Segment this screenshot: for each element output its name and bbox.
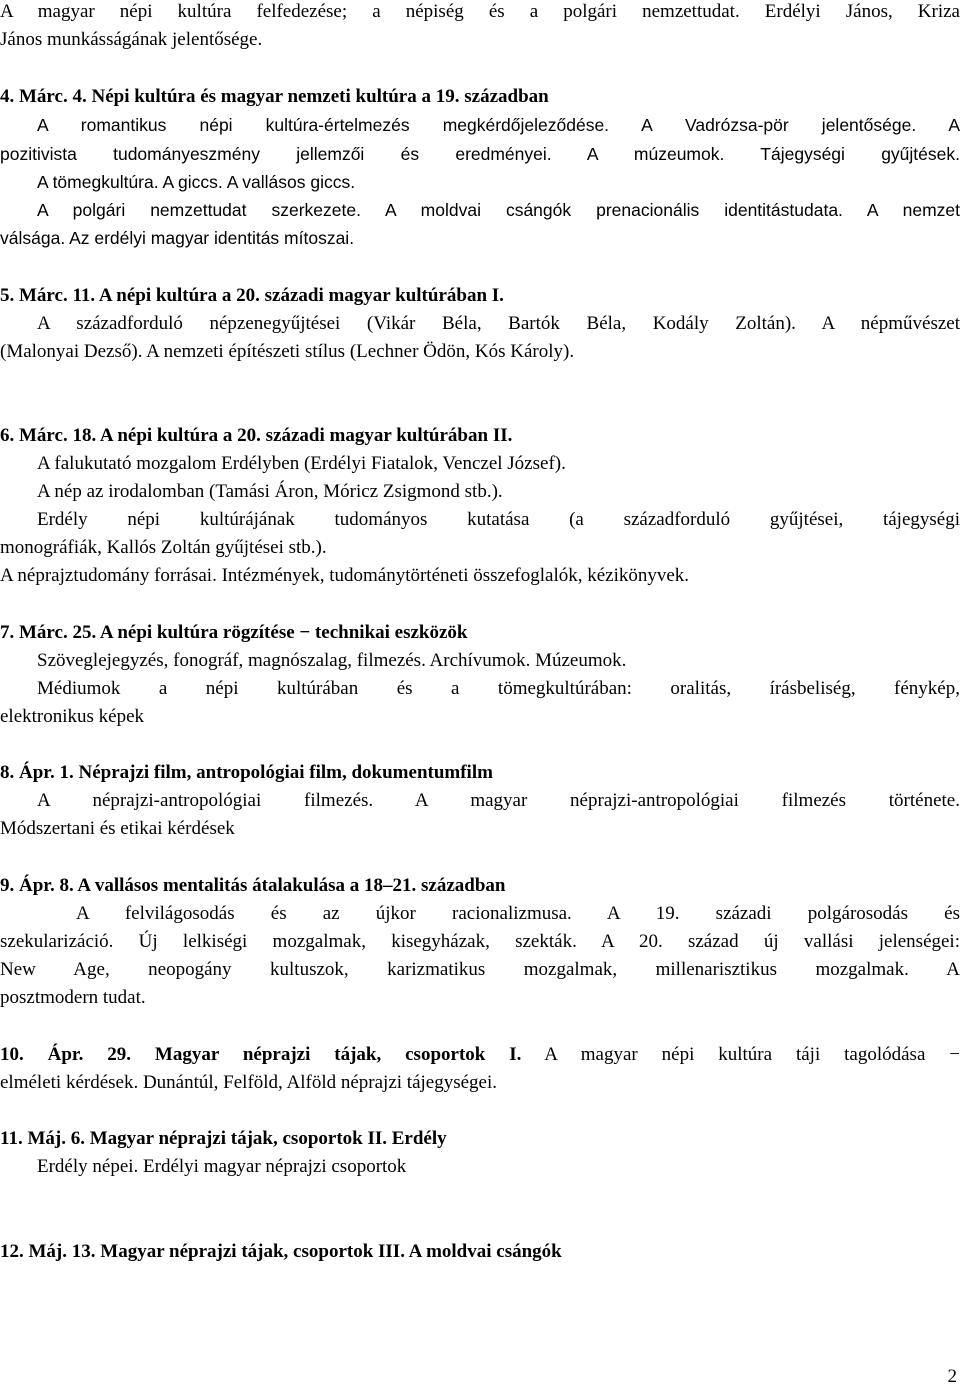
section-line: A polgári nemzettudat szerkezete. A moldvai csángók prenacionális identitástudata. A nemzet — [37, 200, 960, 220]
section-line: Erdély népei. Erdélyi magyar néprajzi csoportok — [37, 1156, 407, 1177]
section-line: A romantikus népi kultúra-értelmezés megkérdőjeleződése. A Vadrózsa-pör jelentősége. A — [37, 115, 960, 135]
section-line: válsága. Az erdélyi magyar identitás mítoszai. — [0, 228, 355, 248]
section-line: A néprajzi-antropológiai filmezés. A magyar néprajzi-antropológiai filmezés története. — [37, 790, 960, 811]
section-line: Módszertani és etikai kérdések — [0, 818, 235, 839]
section-line: szekularizáció. Új lelkiségi mozgalmak, kisegyházak, szekták. A 20. század új vallási jelenségei: — [0, 931, 960, 952]
section-line: A tömegkultúra. A giccs. A vallásos giccs. — [37, 172, 356, 192]
section-line: elektronikus képek — [0, 706, 145, 727]
section-line: Szöveglejegyzés, fonográf, magnószalag, filmezés. Archívumok. Múzeumok. — [37, 650, 627, 671]
section-heading: 6. Márc. 18. A népi kultúra a 20. századi magyar kultúrában II. — [0, 425, 513, 446]
section-line: elméleti kérdések. Dunántúl, Felföld, Alföld néprajzi tájegységei. — [0, 1072, 498, 1093]
section-line: New Age, neopogány kultuszok, karizmatikus mozgalmak, millenarisztikus mozgalmak. A — [0, 959, 960, 980]
intro-line: A magyar népi kultúra felfedezése; a népiség és a polgári nemzettudat. Erdélyi János, Kriza — [0, 1, 960, 22]
section-line: Erdély népi kultúrájának tudományos kutatása (a századforduló gyűjtései, tájegységi — [37, 509, 960, 530]
intro-line: János munkásságának jelentősége. — [0, 29, 263, 50]
section-line: A falukutató mozgalom Erdélyben (Erdélyi Fiatalok, Venczel József). — [37, 453, 566, 474]
section-line: A néprajztudomány forrásai. Intézmények, tudománytörténeti összefoglalók, kézikönyvek. — [0, 565, 690, 586]
section-heading: 8. Ápr. 1. Néprajzi film, antropológiai film, dokumentumfilm — [0, 762, 493, 783]
section-line: A századforduló népzenegyűjtései (Vikár Béla, Bartók Béla, Kodály Zoltán). A népművészet — [37, 313, 960, 334]
section-heading — [0, 86, 960, 108]
section-line: posztmodern tudat. — [0, 987, 146, 1008]
section-heading-rest: A magyar népi kultúra táji tagolódása − — [521, 1044, 960, 1065]
section-line: pozitivista tudományeszmény jellemzői és eredményei. A múzeumok. Tájegységi gyűjtések. — [0, 144, 960, 164]
section-heading: 12. Máj. 13. Magyar néprajzi tájak, csoportok III. A moldvai csángók — [0, 1241, 562, 1262]
section-heading: 5. Márc. 11. A népi kultúra a 20. századi magyar kultúrában I. — [0, 285, 504, 306]
section-heading-title: Népi kultúra és magyar nemzeti kultúra a 19. században — [86, 86, 549, 107]
section-line: A nép az irodalomban (Tamási Áron, Móricz Zsigmond stb.). — [37, 481, 503, 502]
section-heading-prefix: 4. Márc. 4. — [0, 86, 87, 107]
section-heading: 9. Ápr. 8. A vallásos mentalitás átalakulása a 18–21. században — [0, 875, 506, 896]
page-number: 2 — [947, 1366, 957, 1387]
section-heading: 7. Márc. 25. A népi kultúra rögzítése − technikai eszközök — [0, 622, 468, 643]
section-heading-line — [0, 1044, 960, 1066]
section-line: (Malonyai Dezső). A nemzeti építészeti stílus (Lechner Ödön, Kós Károly). — [0, 341, 575, 362]
section-heading: 10. Ápr. 29. Magyar néprajzi tájak, csoportok I. — [0, 1044, 522, 1065]
section-line: Médiumok a népi kultúrában és a tömegkultúrában: oralitás, írásbeliség, fénykép, — [37, 678, 960, 699]
section-line: monográfiák, Kallós Zoltán gyűjtései stb.). — [0, 537, 327, 558]
section-line: A felvilágosodás és az újkor racionalizmusa. A 19. századi polgárosodás és — [76, 903, 960, 924]
section-heading: 11. Máj. 6. Magyar néprajzi tájak, csoportok II. Erdély — [0, 1128, 447, 1149]
